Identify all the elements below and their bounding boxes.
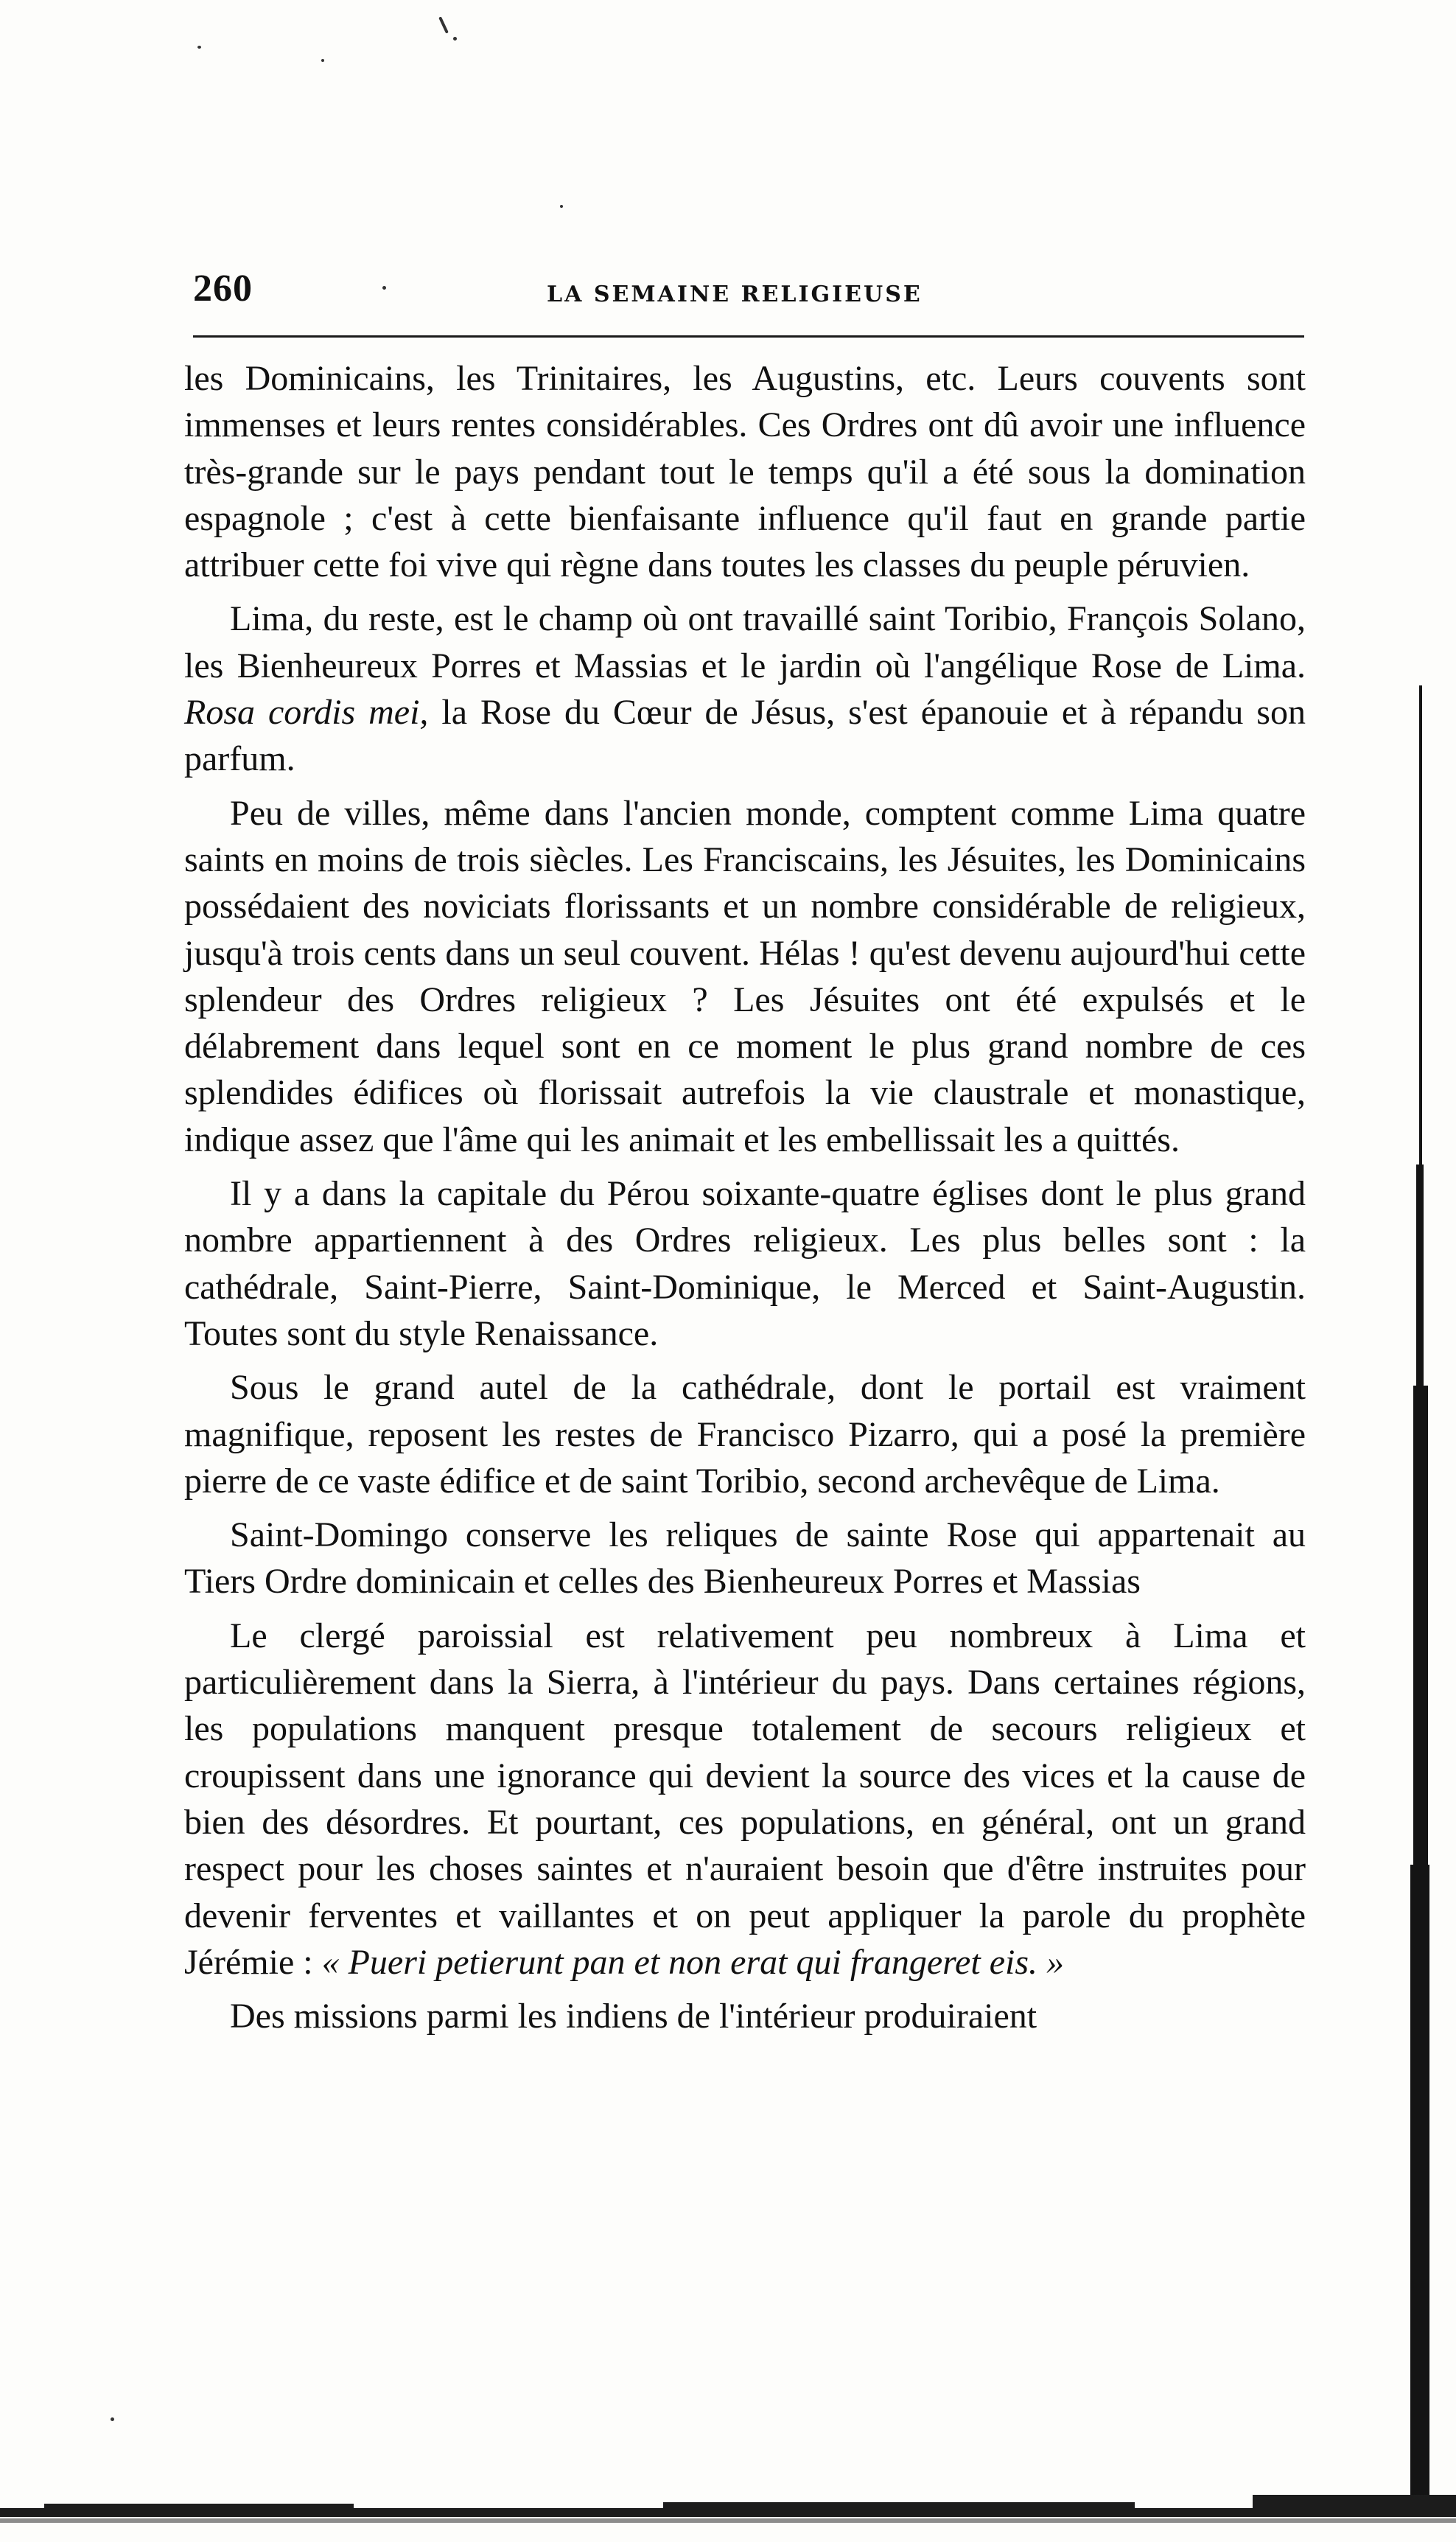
paragraph-6: Saint-Domingo conserve les reliques de sainte Rose qui appartenait au Tiers Ordre dominicain et celles des Bienheureux Porres et Massias [184, 1515, 1306, 1602]
paragraph-7 [184, 1613, 1306, 1986]
paragraph-2 [184, 596, 1306, 782]
paragraph-5: Sous le grand autel de la cathédrale, dont le portail est vraiment magnifique, reposent les restes de Francisco Pizarro, qui a posé la première pierre de ce vaste édifice et de saint Toribio, second archevêque de Lima. [184, 1368, 1306, 1501]
paragraph-7-text: Le clergé paroissial est relativement peu nombreux à Lima et particulièrement dans la Sierra, à l'intérieur du pays. Dans certaines régions, les populations manquent presque totalement de secours religieux et croupissent dans une ignorance qui devient la source des vices et la cause de bien des désordres. Et pourtant, ces populations, en général, ont un grand respect pour les choses saintes et n'auraient besoin que d'être instruites pour devenir ferventes et vaillantes et on peut appliquer la parole du prophète Jérémie : [184, 1616, 1306, 1982]
paragraph-3: Peu de villes, même dans l'ancien monde, comptent comme Lima quatre saints en moins de trois siècles. Les Franciscains, les Jésuites, les Dominicains possédaient des noviciats florissants et un nombre considérable de religieux, jusqu'à trois cents dans un seul couvent. Hélas ! qu'est devenu aujourd'hui cette splendeur des Ordres religieux ? Les Jésuites ont été expulsés et le délabrement dans lequel sont en ce moment le plus grand nombre de ces splendides édifices où florissait autrefois la vie claustrale et monastique, indique assez que l'âme qui les animait et les embellissait les a quittés. [184, 793, 1306, 1159]
scan-edge-right [1400, 685, 1431, 2499]
scan-edge-bottom [0, 2487, 1456, 2542]
paragraph-1: les Dominicains, les Trinitaires, les Augustins, etc. Leurs couvents sont immenses et leurs rentes considérables. Ces Ordres ont dû avoir une influence très-grande sur le pays pendant tout le temps qu'il a été sous la domination espagnole ; c'est à cette bienfaisante influence qu'il faut en grande partie attribuer cette foi vive qui règne dans toutes les classes du peuple péruvien. [184, 359, 1306, 585]
latin-quote: Rosa cordis mei, [184, 693, 429, 733]
paragraph-2-text: Lima, du reste, est le champ où ont travaillé saint Toribio, François Solano, les Bienheureux Porres et Massias et le jardin où l'angélique Rose de Lima. [184, 599, 1306, 685]
jeremiah-quote: « Pueri petierunt pan et non erat qui frangeret eis. » [321, 1942, 1065, 1982]
paragraph-2-text-end: la Rose du Cœur de Jésus, s'est épanouie et à répandu son parfum. [184, 693, 1306, 779]
running-title: LA SEMAINE RELIGIEUSE [547, 282, 923, 307]
body-text [184, 355, 1306, 2047]
paragraph-8: Des missions parmi les indiens de l'intérieur produiraient [230, 1997, 1037, 2036]
paragraph-4: Il y a dans la capitale du Pérou soixante-quatre églises dont le plus grand nombre appartiennent à des Ordres religieux. Les plus belles sont : la cathédrale, Saint-Pierre, Saint-Dominique, le Merced et Saint-Augustin. Toutes sont du style Renaissance. [184, 1174, 1306, 1353]
page-header [193, 259, 1304, 318]
header-rule [193, 335, 1304, 338]
page-number: 260 [193, 268, 253, 310]
